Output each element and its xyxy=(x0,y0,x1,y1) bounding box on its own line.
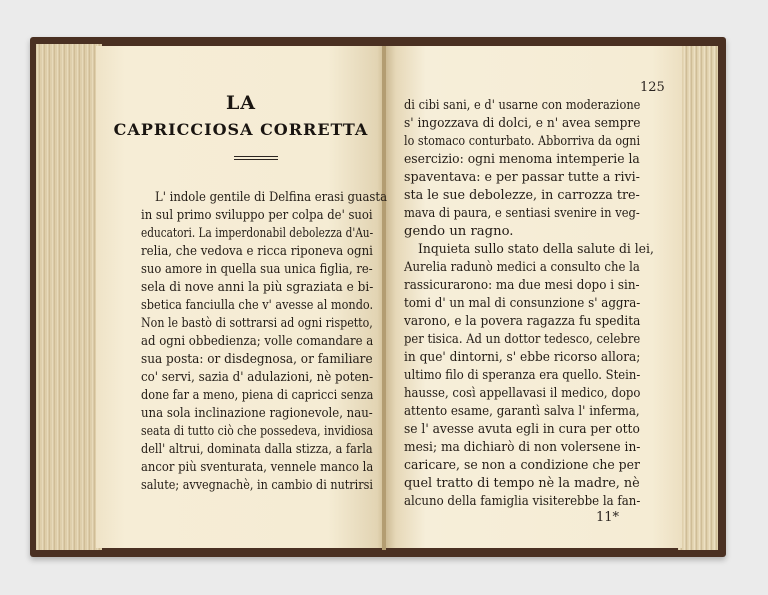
text-line: dell' altrui, dominata dalla stizza, a farla xyxy=(141,442,373,457)
text-line: Aurelia radunò medici a consulto che la xyxy=(404,260,640,275)
text-line: sta le sue debolezze, in carrozza tre- xyxy=(404,188,640,203)
text-line: varono, e la povera ragazza fu spedita xyxy=(404,314,641,329)
text-line: di cibi sani, e d' usarne con moderazione xyxy=(404,98,641,113)
text-line: L' indole gentile di Delfina erasi guasta xyxy=(155,190,388,205)
signature-mark: 11* xyxy=(596,510,620,525)
text-line: attento esame, garantì salva l' inferma, xyxy=(404,404,640,419)
text-line: alcuno della famiglia visiterebbe la fan- xyxy=(404,494,641,509)
text-line: relia, che vedova e ricca riponeva ogni xyxy=(141,244,373,259)
text-line: in que' dintorni, s' ebbe ricorso allora; xyxy=(404,350,641,365)
text-line: quel tratto di tempo nè la madre, nè xyxy=(404,476,640,491)
text-line: salute; avvegnachè, in cambio di nutrirsi xyxy=(141,478,373,493)
text-line: educatori. La imperdonabil debolezza d'Au- xyxy=(141,226,374,241)
left-page-edges xyxy=(36,44,102,550)
text-line: sua posta: or disdegnosa, or familiare xyxy=(141,352,373,367)
text-line: mava di paura, e sentiasi svenire in veg- xyxy=(404,206,640,221)
text-line: caricare, se non a condizione che per xyxy=(404,458,640,473)
text-line: in sul primo sviluppo per colpa de' suoi xyxy=(141,208,373,223)
text-line: hausse, così appellavasi il medico, dopo xyxy=(404,386,641,401)
chapter-title-line1: LA xyxy=(225,92,257,114)
text-line: Non le bastò di sottrarsi ad ogni rispetto, xyxy=(141,316,373,331)
text-line: tomi d' un mal di consunzione s' aggra- xyxy=(404,296,641,311)
text-line: ad ogni obbedienza; volle comandare a xyxy=(141,334,374,349)
text-line: ultimo filo di speranza era quello. Stein- xyxy=(404,368,641,383)
text-line: spaventava: e per passar tutte a rivi- xyxy=(404,170,640,185)
text-line: rassicurarono: ma due mesi dopo i sin- xyxy=(404,278,640,293)
text-line: ancor più sventurata, vennele manco la xyxy=(141,460,374,475)
text-line: co' servi, sazia d' adulazioni, nè poten- xyxy=(141,370,374,385)
chapter-title-line2: CAPRICCIOSA CORRETTA xyxy=(113,120,369,139)
title-rule-bottom xyxy=(234,159,278,160)
text-line: s' ingozzava di dolci, e n' avea sempre xyxy=(404,116,641,131)
text-line: done far a meno, piena di capricci senza xyxy=(141,388,374,403)
title-rule-top xyxy=(234,156,278,157)
text-line: esercizio: ogni menoma intemperie la xyxy=(404,152,640,167)
text-line: se l' avesse avuta egli in cura per otto xyxy=(404,422,640,437)
text-line: sela di nove anni la più sgraziata e bi- xyxy=(141,280,374,295)
text-line: suo amore in quella sua unica figlia, re- xyxy=(141,262,373,277)
text-line: sbetica fanciulla che v' avesse al mondo. xyxy=(141,298,374,313)
text-line: lo stomaco conturbato. Abborriva da ogni xyxy=(404,134,641,149)
text-line: per tisica. Ad un dottor tedesco, celebre xyxy=(404,332,641,347)
right-page-edges xyxy=(678,46,718,550)
text-line: gendo un ragno. xyxy=(404,224,514,239)
text-line: seata di tutto ciò che possedeva, invidiosa xyxy=(141,424,374,439)
text-line: Inquieta sullo stato della salute di lei, xyxy=(418,242,654,257)
page-number: 125 xyxy=(640,80,665,95)
text-line: mesi; ma dichiarò di non volersene in- xyxy=(404,440,641,455)
text-line: una sola inclinazione ragionevole, nau- xyxy=(141,406,373,421)
